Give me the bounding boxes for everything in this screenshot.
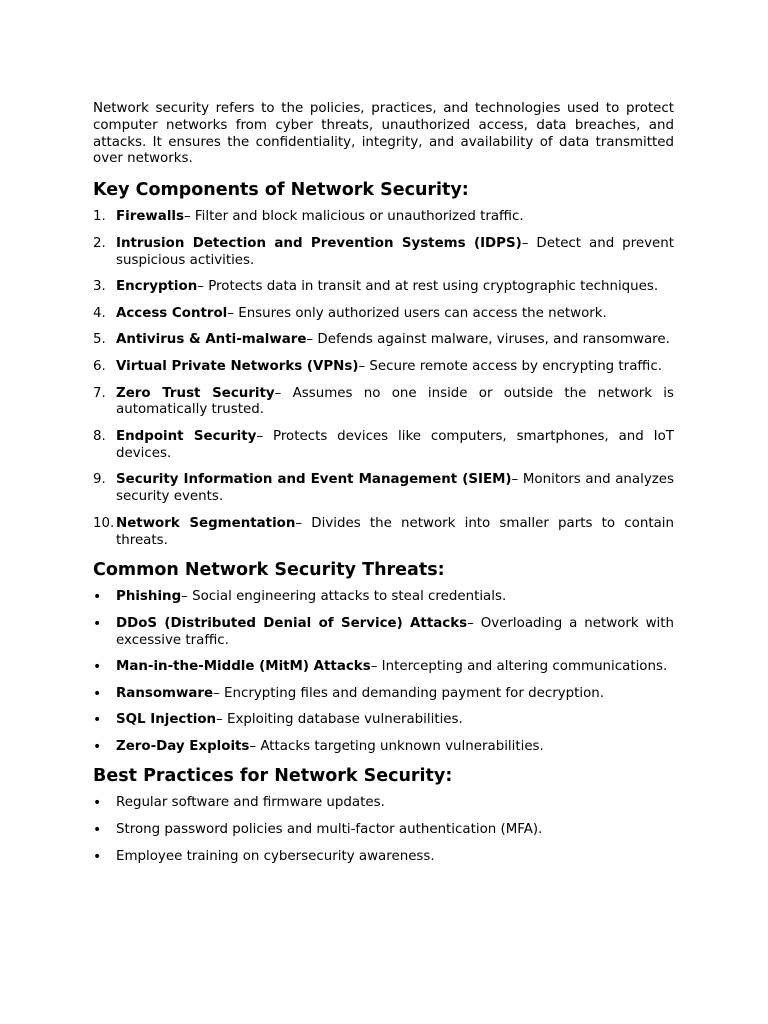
bullet-icon: • — [93, 795, 102, 812]
list-item — [93, 822, 674, 839]
bullet-icon: • — [93, 738, 102, 755]
item-description: – Detect and prevent suspicious activities. — [116, 235, 674, 268]
list-number: 7. — [93, 385, 106, 401]
bullet-icon: • — [93, 848, 102, 865]
list-item — [93, 332, 674, 349]
list-item — [93, 849, 674, 866]
threats-heading: Common Network Security Threats: — [93, 560, 445, 581]
bullet-icon: • — [93, 589, 102, 606]
list-item — [93, 795, 674, 812]
list-item — [93, 616, 674, 650]
item-term: Ransomware — [116, 685, 214, 701]
item-description: – Monitors and analyzes security events. — [116, 472, 675, 505]
list-item — [93, 589, 674, 606]
item-description: – Protects devices like computers, smartphones, and IoT devices. — [116, 428, 674, 461]
list-number: 5. — [93, 332, 106, 348]
item-term: Man-in-the-Middle (MitM) Attacks — [116, 659, 371, 675]
item-description: – Intercepting and altering communications. — [370, 659, 668, 675]
item-term: Intrusion Detection and Prevention Systems (IDPS) — [116, 235, 522, 251]
item-description: – Overloading a network with excessive traffic. — [116, 615, 675, 648]
item-term: SQL Injection — [116, 712, 217, 728]
item-term: Network Segmentation — [116, 515, 296, 531]
intro-paragraph: Network security refers to the policies, practices, and technologies used to protect computer networks from cyber threats, unauthorized access, data breaches, and attacks. It ensures the confidentiality, integrity, and availability of data transmitted over networks. — [93, 101, 674, 167]
list-item — [93, 279, 674, 296]
list-item — [93, 306, 674, 323]
list-number: 3. — [93, 279, 106, 295]
item-description: – Secure remote access by encrypting traffic. — [358, 358, 662, 374]
components-heading: Key Components of Network Security: — [93, 180, 469, 201]
item-term: Phishing — [116, 589, 182, 605]
practices-list — [93, 795, 674, 865]
item-description: – Protects data in transit and at rest using cryptographic techniques. — [197, 279, 659, 295]
list-number: 4. — [93, 305, 106, 321]
list-number: 8. — [93, 428, 106, 444]
item-description: – Ensures only authorized users can access the network. — [227, 305, 607, 321]
list-item — [93, 386, 674, 420]
list-number: 9. — [93, 472, 106, 488]
document-page — [93, 101, 674, 875]
list-item — [93, 659, 674, 676]
list-item — [93, 739, 674, 756]
list-item — [93, 516, 674, 550]
item-description: – Encrypting files and demanding payment for decryption. — [213, 685, 605, 701]
practices-heading: Best Practices for Network Security: — [93, 766, 453, 787]
list-number: 1. — [93, 209, 106, 225]
item-term: DDoS (Distributed Denial of Service) Attacks — [116, 615, 468, 631]
item-description: – Exploiting database vulnerabilities. — [216, 712, 463, 728]
item-description: – Assumes no one inside or outside the network is automatically trusted. — [116, 385, 674, 418]
item-term: Encryption — [116, 279, 198, 295]
list-item — [93, 472, 674, 506]
item-term: Antivirus & Anti-malware — [116, 332, 307, 348]
item-term: Zero Trust Security — [116, 385, 275, 401]
item-term: Firewalls — [116, 209, 184, 225]
list-number: 6. — [93, 358, 106, 374]
item-text: Employee training on cybersecurity awareness. — [116, 848, 435, 864]
item-term: Virtual Private Networks (VPNs) — [116, 358, 359, 374]
item-description: – Filter and block malicious or unauthorized traffic. — [183, 209, 524, 225]
item-description: – Attacks targeting unknown vulnerabilities. — [249, 738, 544, 754]
list-item — [93, 712, 674, 729]
list-number: 2. — [93, 235, 106, 251]
list-item — [93, 359, 674, 376]
item-description: – Social engineering attacks to steal credentials. — [181, 589, 507, 605]
item-term: Access Control — [116, 305, 228, 321]
item-description: – Divides the network into smaller parts to contain threats. — [116, 515, 674, 548]
bullet-icon: • — [93, 659, 102, 676]
item-term: Zero-Day Exploits — [116, 738, 250, 754]
list-item — [93, 686, 674, 703]
list-item — [93, 429, 674, 463]
item-description: – Defends against malware, viruses, and ransomware. — [306, 332, 670, 348]
list-number: 10. — [93, 515, 115, 531]
item-text: Strong password policies and multi-factor authentication (MFA). — [116, 822, 543, 838]
item-text: Regular software and firmware updates. — [116, 795, 385, 811]
components-list — [93, 209, 674, 549]
threats-list — [93, 589, 674, 756]
item-term: Endpoint Security — [116, 428, 257, 444]
bullet-icon: • — [93, 712, 102, 729]
bullet-icon: • — [93, 822, 102, 839]
bullet-icon: • — [93, 615, 102, 632]
item-term: Security Information and Event Management (SIEM) — [116, 472, 512, 488]
list-item — [93, 236, 674, 270]
bullet-icon: • — [93, 685, 102, 702]
list-item — [93, 209, 674, 226]
